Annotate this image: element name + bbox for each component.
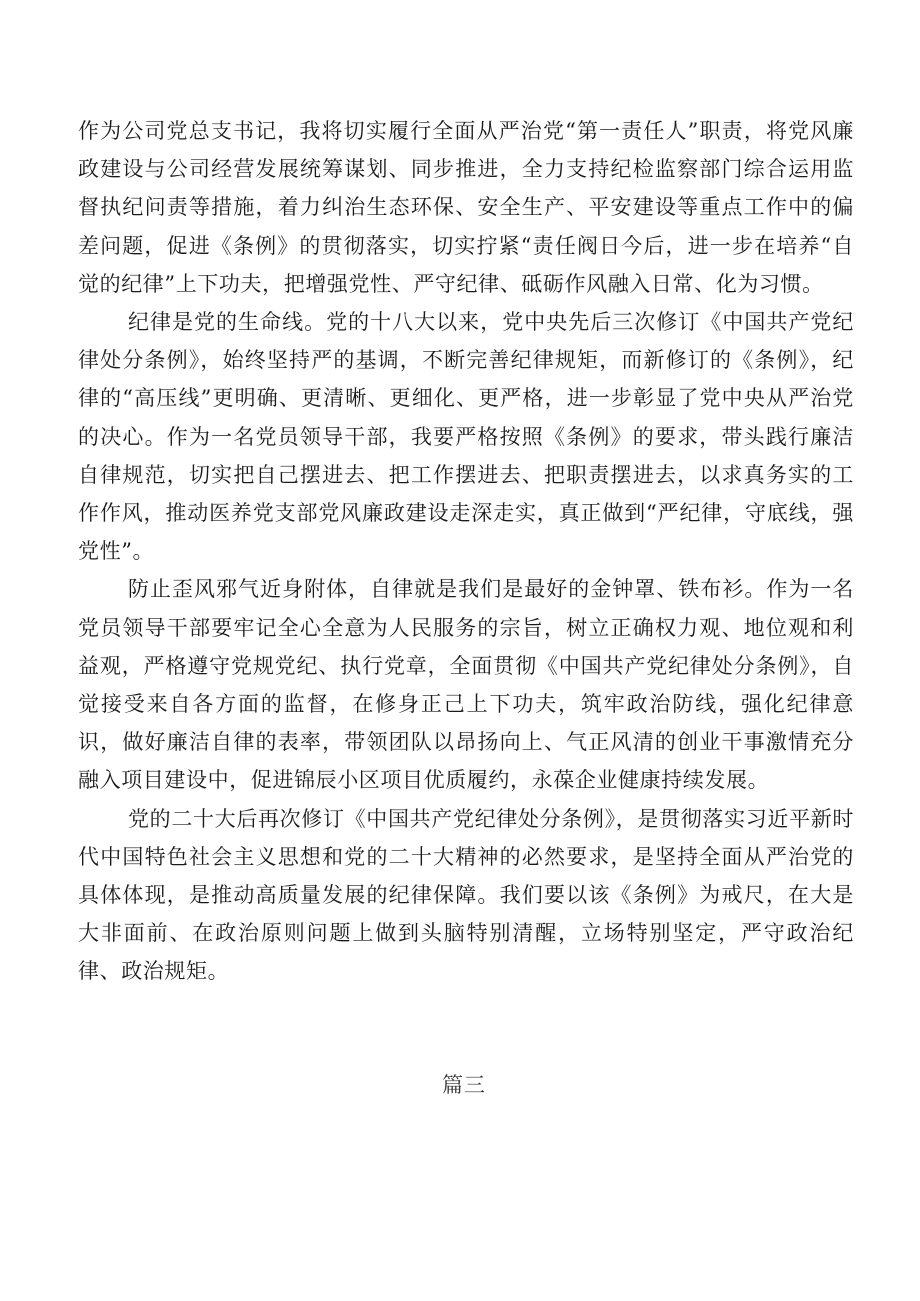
- paragraph-1: 作为公司党总支书记，我将切实履行全面从严治党“第一责任人”职责，将党风廉政建设与公司经营发展统筹谋划、同步推进，全力支持纪检监察部门综合运用监督执纪问责等措施，着力纠治生态环保、安全生产、平安建设等重点工作中的偏差问题，促进《条例》的贯彻落实，切实拧紧“责任阀日今后，进一步在培养“自觉的纪律”上下功夫，把增强党性、严守纪律、砥砺作风融入日常、化为习惯。: [78, 119, 854, 296]
- section-heading: 篇三: [442, 1073, 486, 1097]
- paragraph-2: 纪律是党的生命线。党的十八大以来，党中央先后三次修订《中国共产党纪律处分条例》，始终坚持严的基调，不断完善纪律规矩，而新修订的《条例》，纪律的“高压线”更明确、更清晰、更细化、更严格，进一步彰显了党中央从严治党的决心。作为一名党员领导干部，我要严格按照《条例》的要求，带头践行廉洁自律规范，切实把自己摆进去、把工作摆进去、把职责摆进去，以求真务实的工作作风，推动医养党支部党风廉政建设走深走实，真正做到“严纪律，守底线，强党性”。: [78, 310, 854, 564]
- paragraph-4: 党的二十大后再次修订《中国共产党纪律处分条例》，是贯彻落实习近平新时代中国特色社会主义思想和党的二十大精神的必然要求，是坚持全面从严治党的具体体现，是推动高质量发展的纪律保障。我们要以该《条例》为戒尺，在大是大非面前、在政治原则问题上做到头脑特别清醒，立场特别坚定，严守政治纪律、政治规矩。: [78, 806, 854, 984]
- document-body: [78, 112, 854, 991]
- paragraph-3: 防止歪风邪气近身附体，自律就是我们是最好的金钟罩、铁布衫。作为一名党员领导干部要牢记全心全意为人民服务的宗旨，树立正确权力观、地位观和利益观，严格遵守党规党纪、执行党章，全面贯彻《中国共产党纪律处分条例》，自觉接受来自各方面的监督，在修身正己上下功夫，筑牢政治防线，强化纪律意识，做好廉洁自律的表率，带领团队以昂扬向上、气正风清的创业干事激情充分融入项目建设中，促进锦辰小区项目优质履约，永葆企业健康持续发展。: [78, 577, 854, 793]
